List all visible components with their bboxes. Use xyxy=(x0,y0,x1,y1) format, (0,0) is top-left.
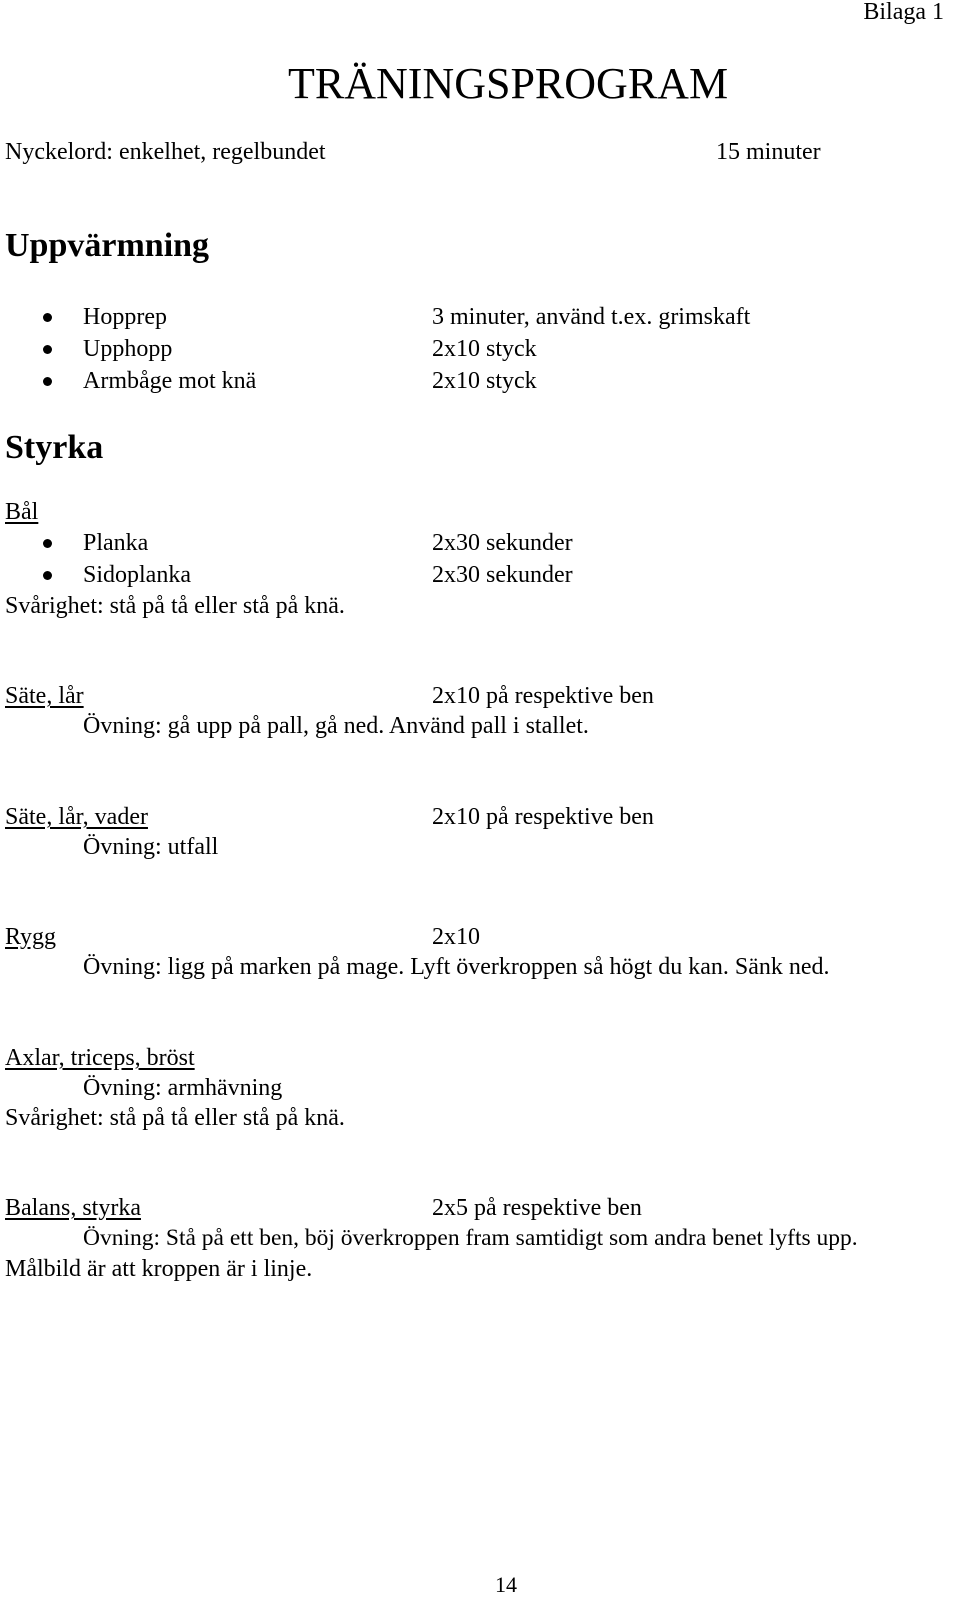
back-label: Rygg xyxy=(5,924,57,950)
keywords-text: Nyckelord: enkelhet, regelbundet xyxy=(5,139,326,165)
annex-label: Bilaga 1 xyxy=(863,0,944,25)
core-label: Bål xyxy=(5,499,39,525)
bullet-icon xyxy=(43,571,52,580)
glutes-thighs-dose: 2x10 på respektive ben xyxy=(432,683,654,709)
core-item-name: Planka xyxy=(83,530,149,556)
bullet-icon xyxy=(43,313,52,322)
warmup-heading: Uppvärmning xyxy=(5,227,210,264)
page-title: TRÄNINGSPROGRAM xyxy=(288,59,729,108)
back-exercise: Övning: ligg på marken på mage. Lyft överkroppen så högt du kan. Sänk ned. xyxy=(83,954,830,980)
bullet-icon xyxy=(43,539,52,548)
core-difficulty: Svårighet: stå på tå eller stå på knä. xyxy=(5,593,345,619)
glutes-thighs-calves-label: Säte, lår, vader xyxy=(5,804,148,830)
shoulders-label: Axlar, triceps, bröst xyxy=(5,1045,195,1071)
warmup-item-dose: 2x10 styck xyxy=(432,368,537,394)
core-item-dose: 2x30 sekunder xyxy=(432,530,573,556)
glutes-thighs-label: Säte, lår xyxy=(5,683,84,709)
warmup-item-name: Armbåge mot knä xyxy=(83,368,257,394)
page-number: 14 xyxy=(495,1572,517,1597)
shoulders-exercise: Övning: armhävning xyxy=(83,1075,283,1101)
balance-dose: 2x5 på respektive ben xyxy=(432,1195,642,1221)
warmup-item-dose: 2x10 styck xyxy=(432,336,537,362)
glutes-thighs-exercise: Övning: gå upp på pall, gå ned. Använd pall i stallet. xyxy=(83,713,589,739)
warmup-item-dose: 3 minuter, använd t.ex. grimskaft xyxy=(432,304,751,330)
balance-label: Balans, styrka xyxy=(5,1195,141,1221)
core-item-name: Sidoplanka xyxy=(83,562,191,588)
shoulders-difficulty: Svårighet: stå på tå eller stå på knä. xyxy=(5,1105,345,1131)
core-item-dose: 2x30 sekunder xyxy=(432,562,573,588)
balance-exercise: Övning: Stå på ett ben, böj överkroppen fram samtidigt som andra benet lyfts upp. xyxy=(83,1225,858,1251)
back-dose: 2x10 xyxy=(432,924,480,950)
bullet-icon xyxy=(43,377,52,386)
warmup-item-name: Hopprep xyxy=(83,304,167,330)
glutes-thighs-calves-exercise: Övning: utfall xyxy=(83,834,219,860)
warmup-item-name: Upphopp xyxy=(83,336,173,362)
balance-goal: Målbild är att kroppen är i linje. xyxy=(5,1256,313,1282)
glutes-thighs-calves-dose: 2x10 på respektive ben xyxy=(432,804,654,830)
duration-text: 15 minuter xyxy=(716,139,821,165)
bullet-icon xyxy=(43,345,52,354)
strength-heading: Styrka xyxy=(5,429,104,466)
